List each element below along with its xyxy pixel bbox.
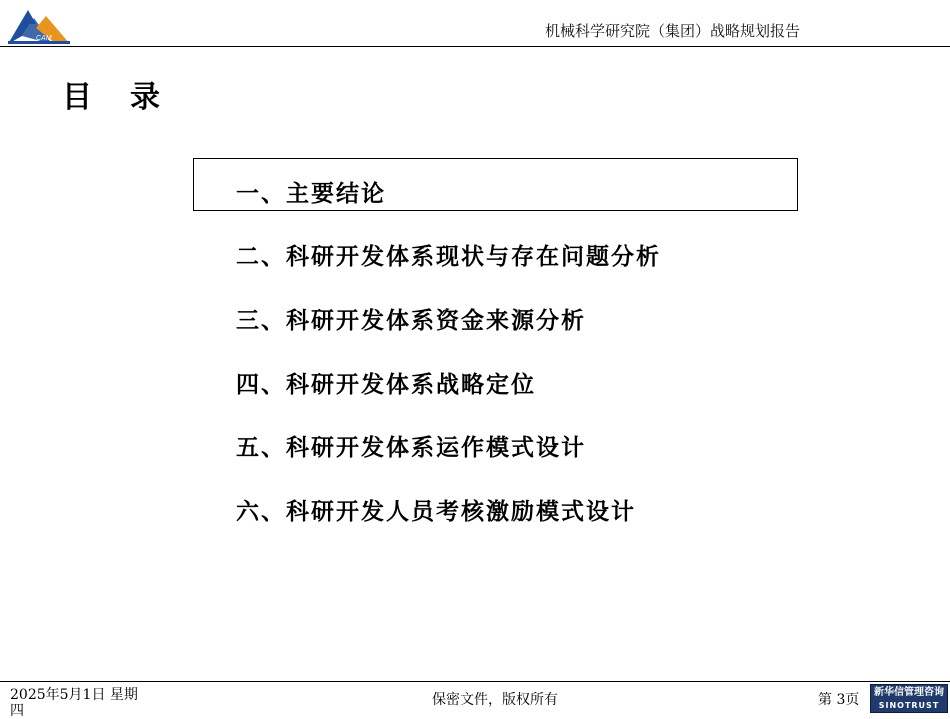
toc-item-2[interactable]: 二、科研开发体系现状与存在问题分析 <box>236 244 661 270</box>
header-divider <box>0 46 950 47</box>
report-title: 机械科学研究院（集团）战略规划报告 <box>544 22 800 40</box>
brand-name-cn: 新华信管理咨询 <box>874 687 944 698</box>
page-number: 第 3页 <box>818 692 860 708</box>
page-title: 目录 <box>62 80 198 115</box>
footer-date: 2025年5月1日 星期四 <box>10 687 138 719</box>
toc-item-5[interactable]: 五、科研开发体系运作模式设计 <box>236 435 586 461</box>
toc-item-4[interactable]: 四、科研开发体系战略定位 <box>236 372 536 398</box>
toc-item-1[interactable]: 一、主要结论 <box>236 181 386 207</box>
brand-name-en: SINOTRUST <box>878 701 940 710</box>
toc-item-3[interactable]: 三、科研开发体系资金来源分析 <box>236 308 586 334</box>
toc-item-6[interactable]: 六、科研开发人员考核激励模式设计 <box>236 499 636 525</box>
company-logo <box>6 6 72 46</box>
svg-text:CAM: CAM <box>36 35 52 42</box>
confidential-notice: 保密文件，版权所有 <box>432 692 558 708</box>
footer-divider <box>0 681 950 682</box>
consultancy-logo <box>870 684 948 713</box>
